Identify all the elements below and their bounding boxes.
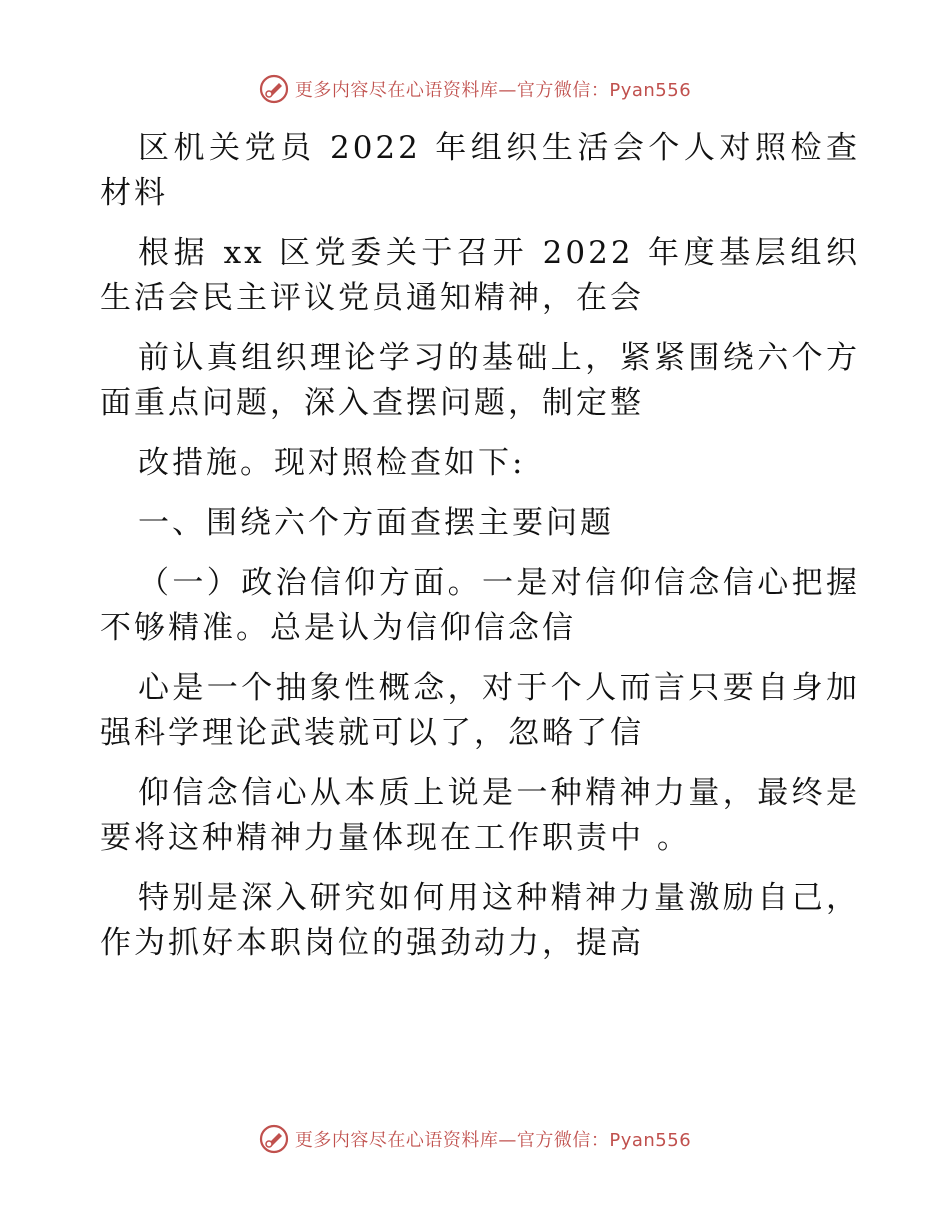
stamp-logo-icon bbox=[259, 74, 289, 104]
paragraph: 仰信念信心从本质上说是一种精神力量，最终是要将这种精神力量体现在工作职责中 。 bbox=[100, 775, 860, 856]
document-body bbox=[100, 126, 860, 966]
watermark-text: 更多内容尽在心语资料库—官方微信：Pyan556 bbox=[294, 1130, 692, 1151]
watermark-footer bbox=[0, 1124, 950, 1154]
paragraph: （一）政治信仰方面。一是对信仰信念信心把握不够精准。总是认为信仰信念信 bbox=[100, 565, 860, 646]
section-heading: 一、围绕六个方面查摆主要问题 bbox=[138, 505, 614, 541]
watermark-header bbox=[0, 74, 950, 104]
paragraph: 根据 xx 区党委关于召开 2022 年度基层组织生活会民主评议党员通知精神，在会 bbox=[100, 235, 860, 316]
paragraph: 心是一个抽象性概念，对于个人而言只要自身加强科学理论武装就可以了，忽略了信 bbox=[100, 670, 860, 751]
stamp-logo-icon bbox=[259, 1124, 289, 1154]
paragraph: 改措施。现对照检查如下: bbox=[138, 445, 526, 481]
paragraph: 前认真组织理论学习的基础上，紧紧围绕六个方面重点问题，深入查摆问题，制定整 bbox=[100, 340, 860, 421]
watermark-text: 更多内容尽在心语资料库—官方微信：Pyan556 bbox=[294, 80, 692, 101]
document-title: 区机关党员 2022 年组织生活会个人对照检查材料 bbox=[100, 130, 860, 211]
paragraph: 特别是深入研究如何用这种精神力量激励自己，作为抓好本职岗位的强劲动力，提高 bbox=[100, 880, 860, 961]
